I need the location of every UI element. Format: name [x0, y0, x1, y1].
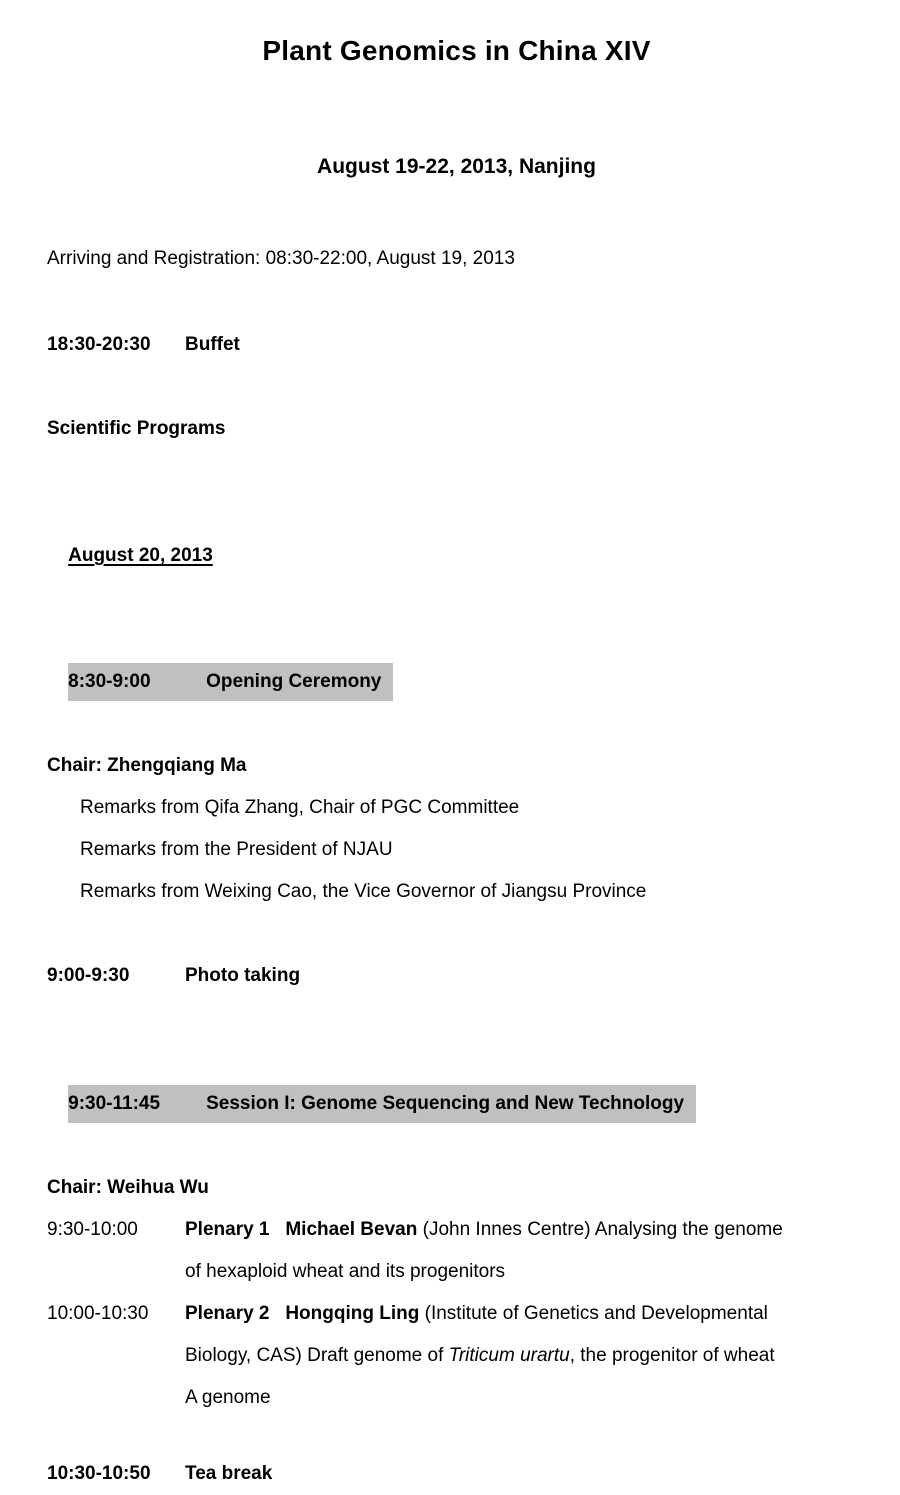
opening-ceremony-time: 8:30-9:00	[68, 671, 151, 692]
talk-row	[47, 1209, 866, 1293]
talk-time: 10:00-10:30	[47, 1303, 149, 1324]
remark-item: Remarks from Qifa Zhang, Chair of PGC Committee	[80, 797, 520, 818]
photo-taking-row	[47, 955, 866, 997]
photo-taking-time: 9:00-9:30	[47, 965, 130, 986]
session1-time: 9:30-11:45	[68, 1093, 161, 1114]
session1-header-line	[47, 1041, 866, 1167]
conference-title: Plant Genomics in China XIV	[262, 35, 651, 66]
tea-break-label: Tea break	[185, 1463, 273, 1484]
session1-highlight	[68, 1085, 696, 1123]
buffet-time: 18:30-20:30	[47, 334, 151, 355]
session1-chair: Chair: Weihua Wu	[47, 1177, 209, 1198]
opening-chair: Chair: Zhengqiang Ma	[47, 755, 247, 776]
day-date-heading: August 20, 2013	[68, 545, 213, 566]
talk-content: Plenary 1 Michael Bevan (John Innes Centre) Analysing the genome of hexaploid wheat and its progenitors	[185, 1219, 783, 1282]
buffet-row	[47, 324, 866, 366]
tea-break-time: 10:30-10:50	[47, 1463, 151, 1484]
remark-item: Remarks from the President of NJAU	[80, 839, 393, 860]
opening-ceremony-title: Opening Ceremony	[206, 671, 382, 692]
buffet-label: Buffet	[185, 334, 240, 355]
scientific-programs-heading: Scientific Programs	[47, 418, 226, 439]
conference-date-location: August 19-22, 2013, Nanjing	[317, 155, 596, 178]
photo-taking-label: Photo taking	[185, 965, 301, 986]
registration-info: Arriving and Registration: 08:30-22:00, August 19, 2013	[47, 248, 515, 269]
opening-ceremony-line	[47, 619, 866, 745]
session1-title: Session I: Genome Sequencing and New Technology	[206, 1093, 685, 1114]
talk-time: 9:30-10:00	[47, 1219, 138, 1240]
talk-row	[47, 1293, 866, 1419]
remark-item: Remarks from Weixing Cao, the Vice Governor of Jiangsu Province	[80, 881, 647, 902]
day-date-line	[47, 493, 866, 619]
tea-break-row	[47, 1453, 866, 1495]
talk-content: Plenary 2 Hongqing Ling (Institute of Genetics and Developmental Biology, CAS) Draft genome of Triticum urartu, the progenitor of wheat A genome	[185, 1303, 775, 1408]
opening-ceremony-highlight	[68, 663, 393, 701]
